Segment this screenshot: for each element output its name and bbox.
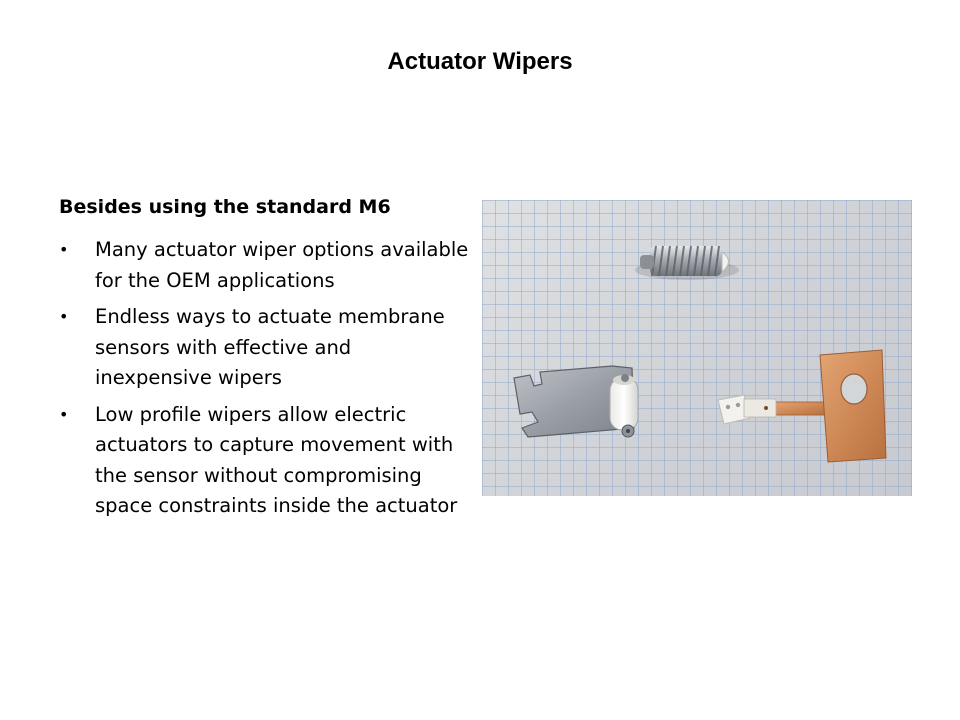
copper-wiper	[718, 350, 886, 462]
threaded-plunger	[635, 246, 739, 280]
bullet-text: Low profile wipers allow electric actuators to capture movement with the sensor without compromising space constraints inside the actuator	[95, 402, 458, 517]
bullet-item	[59, 302, 469, 394]
wiper-parts-photo	[482, 200, 912, 496]
wiper-parts-illustration	[482, 200, 912, 496]
bullet-glyph: •	[59, 404, 69, 424]
subheading: Besides using the standard M6	[59, 196, 391, 218]
bullet-item	[59, 400, 469, 522]
steel-wiper-arm	[514, 366, 638, 437]
bullet-glyph: •	[59, 240, 69, 259]
bullet-list	[59, 235, 469, 528]
slide-title: Actuator Wipers	[387, 48, 573, 75]
bullet-text: Endless ways to actuate membrane sensors with effective and inexpensive wipers	[95, 305, 445, 389]
bullet-glyph: •	[59, 307, 69, 326]
bullet-item	[59, 235, 469, 296]
bullet-text: Many actuator wiper options available for the OEM applications	[95, 238, 469, 292]
